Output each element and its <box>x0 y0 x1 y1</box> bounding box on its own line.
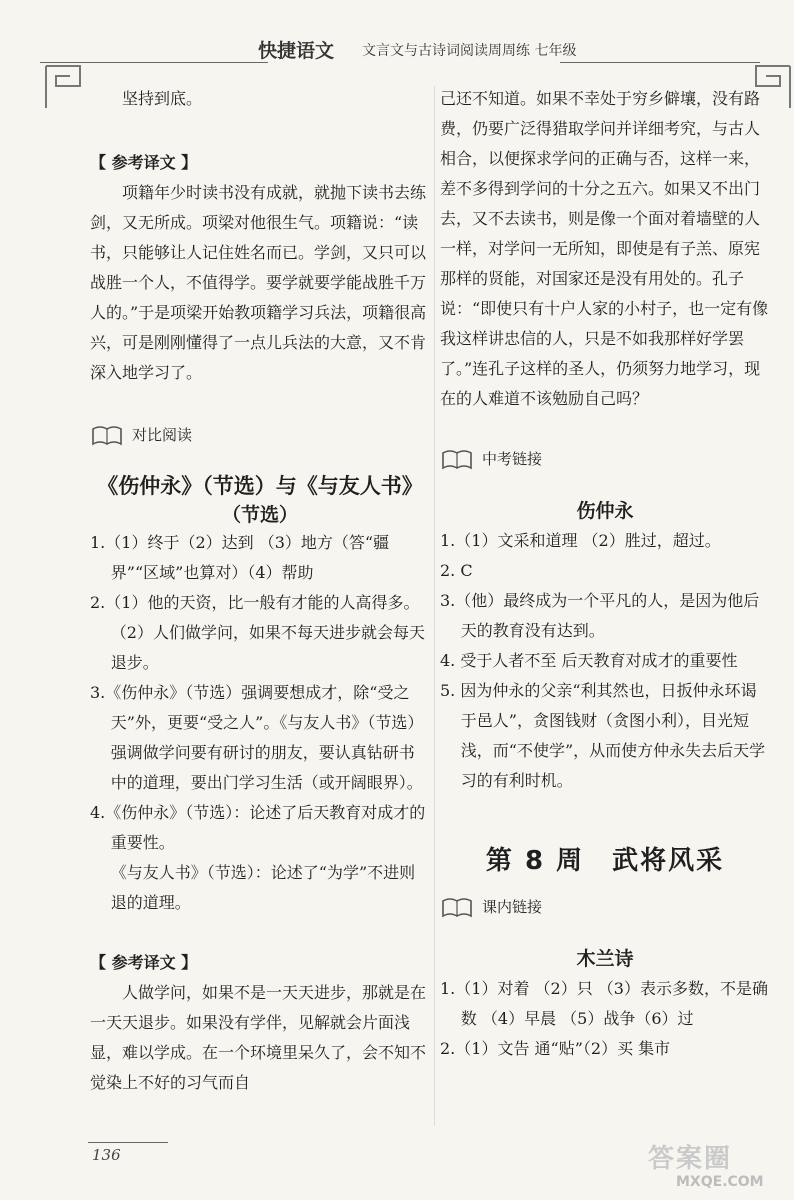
page-number: 136 <box>92 1146 121 1164</box>
watermark-url: MXQE.COM <box>676 1174 764 1190</box>
reference-translation-heading: 【 参考译文 】 <box>90 153 198 172</box>
answer-item-1: 1.（1）终于（2）达到 （3）地方（答“疆界”“区域”也算对）（4）帮助 <box>90 533 390 582</box>
exam-answer-5: 5. 因为仲永的父亲“利其然也，日扳仲永环谒于邑人”，贪图钱财（贪图小利），目光短浅，而“不使学”，从而使方仲永失去后天学习的有利时机。 <box>440 681 766 790</box>
right-column <box>440 84 770 1064</box>
answer-item-4-extra: 《与友人书》（节选）：论述了“为学”不进则退的道理。 <box>110 863 416 912</box>
answer-item-3: 3.《伤仲永》（节选）强调要想成才，除“受之天”外，更要“受之人”。《与友人书》（节选）强调做学问要有研讨的朋友，要认真钻研书中的道理，要出门学习生活（或开阔眼界）。 <box>90 683 424 792</box>
translation-continued: 己还不知道。如果不幸处于穷乡僻壤，没有路费，仍要广泛得猎取学问并详细考究，与古人相合，以便探求学问的正确与否，这样一来，差不多得到学问的十分之五六。如果又不出门去，又不去读书，则是像一个面对着墙壁的人一样，对学问一无所知，即使是有子羔、原宪那样的贤能，对国家还是没有用处的。孔子说：“即使只有十户人家的小村子，也一定有像我这样讲忠信的人，只是不如我那样好学罢了。”连孔子这样的圣人，仍须努力地学习，现在的人难道不该勉励自己吗？ <box>440 89 769 408</box>
exam-title: 伤仲永 <box>576 500 634 522</box>
week-title: 第 8 周 武将风采 <box>485 846 725 876</box>
contrast-title: 《伤仲永》（节选）与《与友人书》 <box>97 474 423 498</box>
contrast-title-suffix: （节选） <box>221 504 298 526</box>
section-exam-label: 中考链接 <box>482 450 543 468</box>
answer-item-4: 4.《伤仲永》（节选）：论述了后天教育对成才的重要性。 <box>90 803 426 852</box>
ornament-left-icon <box>44 64 84 110</box>
section-class-label: 课内链接 <box>482 898 543 916</box>
reference-translation-text: 项籍年少时读书没有成就，就抛下读书去练剑，又无所成。项梁对他很生气。项籍说：“读书，只能够让人记住姓名而已。学剑，又只可以战胜一个人，不值得学。要学就要学能战胜千万人的。”于是项梁开始教项籍学习兵法，项籍很高兴，可是刚刚懂得了一点儿兵法的大意，又不肯深入地学习了。 <box>90 183 427 382</box>
book-icon <box>90 423 124 447</box>
watermark <box>640 1138 790 1194</box>
class-answer-2: 2.（1）文告 通“贴”（2）买 集市 <box>440 1039 671 1058</box>
page-header <box>0 0 794 80</box>
exam-answer-1: 1.（1）文采和道理 （2）胜过，超过。 <box>440 531 721 550</box>
footer-rule <box>88 1142 168 1143</box>
left-column <box>90 84 430 1098</box>
answer-item-2: 2.（1）他的天资，比一般有才能的人高得多。（2）人们做学问，如果不每天进步就会每天退步。 <box>90 593 425 672</box>
exam-answer-4: 4. 受于人者不至 后天教育对成才的重要性 <box>440 651 738 670</box>
book-icon <box>440 447 474 471</box>
header-rule-right <box>560 62 760 63</box>
class-title: 木兰诗 <box>576 948 634 970</box>
header-rule-left <box>40 62 268 63</box>
column-divider <box>434 86 435 1126</box>
book-icon <box>440 895 474 919</box>
reference-translation-text-2: 人做学问，如果不是一天天进步，那就是在一天天退步。如果没有学伴，见解就会片面浅显，难以学成。在一个环境里呆久了，会不知不觉染上不好的习气而自 <box>90 983 427 1092</box>
section-contrast-reading <box>90 420 430 450</box>
exam-answer-3: 3.（他）最终成为一个平凡的人，是因为他后天的教育没有达到。 <box>440 591 760 640</box>
watermark-text: 答案圈 <box>648 1144 733 1174</box>
class-answer-1: 1.（1）对着 （2）只 （3）表示多数，不是确数 （4）早晨 （5）战争（6）过 <box>440 979 768 1028</box>
section-contrast-label: 对比阅读 <box>132 426 193 444</box>
section-class-link <box>440 892 770 922</box>
exam-answer-2: 2. C <box>440 561 473 580</box>
reference-translation-heading-2: 【 参考译文 】 <box>90 953 198 972</box>
header-title: 快捷语文 <box>258 40 335 62</box>
header-subtitle: 文言文与古诗词阅读周周练 七年级 <box>362 43 577 59</box>
section-exam-link <box>440 444 770 474</box>
intro-line: 坚持到底。 <box>122 89 203 108</box>
